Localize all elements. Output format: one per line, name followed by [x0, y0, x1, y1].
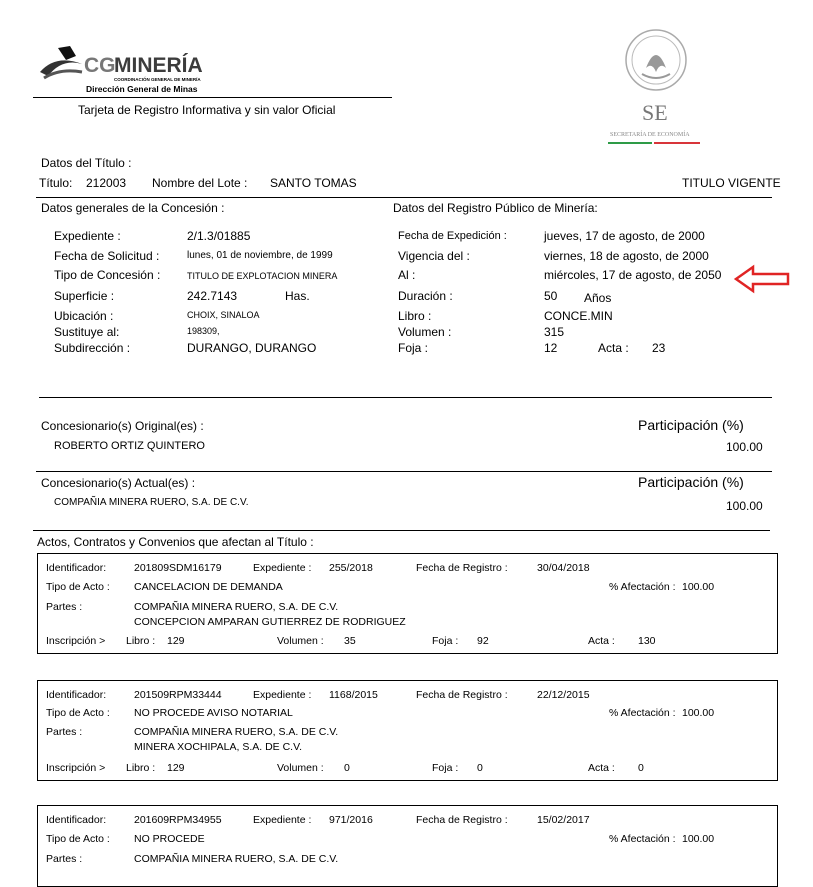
acto-parte: MINERA XOCHIPALA, S.A. DE C.V. [134, 741, 303, 753]
acto-identificador-value: 201509RPM33444 [134, 689, 222, 701]
vigencia-value: viernes, 18 de agosto, de 2000 [544, 249, 709, 263]
fecha-solicitud-value: lunes, 01 de noviembre, de 1999 [187, 250, 333, 261]
acto-partes-label: Partes : [46, 601, 83, 613]
tipo-concesion-value: TITULO DE EXPLOTACION MINERA [187, 271, 338, 281]
acto-fecha-registro-value: 22/12/2015 [537, 689, 590, 701]
acto-parte: CONCEPCION AMPARAN GUTIERREZ DE RODRIGUEZ [134, 616, 406, 628]
actual-pct: 100.00 [726, 499, 763, 513]
superficie-unit: Has. [285, 289, 310, 303]
acta-value: 23 [652, 341, 666, 355]
volumen-label: Volumen : [398, 325, 452, 339]
acto-libro-label: Libro : [126, 762, 156, 774]
lote-value: SANTO TOMAS [270, 176, 357, 190]
logo-mineria: MINERÍA [114, 54, 203, 77]
cgmineria-logo [36, 40, 216, 98]
acto-expediente-value: 255/2018 [329, 562, 373, 574]
acta-label: Acta : [598, 341, 629, 355]
acto-afectacion-value: 100.00 [682, 707, 715, 719]
acto-identificador-value: 201809SDM16179 [134, 562, 222, 574]
acto-parte: COMPAÑIA MINERA RUERO, S.A. DE C.V. [134, 726, 339, 738]
acto-fecha-registro-label: Fecha de Registro : [416, 689, 508, 701]
superficie-label: Superficie : [54, 289, 115, 303]
acto-card [37, 680, 778, 781]
logo-cg: CG [84, 54, 116, 77]
acto-afectacion-value: 100.00 [682, 581, 715, 593]
titulo-status: TITULO VIGENTE [682, 176, 781, 190]
acto-foja-value: 0 [477, 762, 483, 774]
acto-volumen-value: 35 [344, 635, 356, 647]
expedicion-value: jueves, 17 de agosto, de 2000 [544, 229, 705, 243]
acto-parte: COMPAÑIA MINERA RUERO, S.A. DE C.V. [134, 601, 339, 613]
logo-subtitle: COORDINACIÓN GENERAL DE MINERÍA [114, 77, 201, 82]
duracion-label: Duración : [398, 289, 453, 303]
original-pct: 100.00 [726, 440, 763, 454]
acto-acta-value: 0 [638, 762, 644, 774]
acto-inscripcion-label: Inscripción > [46, 635, 106, 647]
acto-tipo-label: Tipo de Acto : [46, 707, 110, 719]
ubicacion-label: Ubicación : [54, 309, 114, 323]
original-participacion: Participación (%) [638, 417, 744, 433]
acto-partes-label: Partes : [46, 853, 83, 865]
acto-identificador-label: Identificador: [46, 562, 107, 574]
acto-expediente-value: 971/2016 [329, 814, 373, 826]
volumen-value: 315 [544, 325, 565, 339]
actual-name: COMPAÑIA MINERA RUERO, S.A. DE C.V. [54, 497, 249, 508]
header-rule [33, 97, 392, 98]
acto-expediente-value: 1168/2015 [329, 689, 378, 701]
acto-fecha-registro-label: Fecha de Registro : [416, 562, 508, 574]
acto-tipo-label: Tipo de Acto : [46, 833, 110, 845]
subdireccion-label: Subdirección : [54, 341, 131, 355]
fecha-solicitud-label: Fecha de Solicitud : [54, 249, 160, 263]
acto-fecha-registro-value: 30/04/2018 [537, 562, 590, 574]
card-caption: Tarjeta de Registro Informativa y sin valor Oficial [78, 103, 336, 117]
acto-volumen-value: 0 [344, 762, 350, 774]
acto-card [37, 553, 778, 654]
acto-expediente-label: Expediente : [253, 562, 312, 574]
expediente-label: Expediente : [54, 229, 121, 243]
acto-partes-label: Partes : [46, 726, 83, 738]
acto-volumen-label: Volumen : [277, 635, 324, 647]
foja-label: Foja : [398, 341, 429, 355]
acto-afectacion-value: 100.00 [682, 833, 715, 845]
acto-fecha-registro-value: 15/02/2017 [537, 814, 590, 826]
vigencia-label: Vigencia del : [398, 249, 470, 263]
acto-fecha-registro-label: Fecha de Registro : [416, 814, 508, 826]
lote-label: Nombre del Lote : [152, 176, 248, 190]
vigencia-al-value: miércoles, 17 de agosto, de 2050 [544, 268, 722, 282]
vigencia-al-label: Al : [398, 268, 416, 282]
concesion-section: Datos generales de la Concesión : [41, 201, 225, 215]
ubicacion-value: CHOIX, SINALOA [187, 310, 260, 320]
original-name: ROBERTO ORTIZ QUINTERO [54, 440, 205, 452]
tipo-concesion-label: Tipo de Concesión : [54, 268, 161, 282]
duracion-value: 50 [544, 289, 558, 303]
se-label: SE [642, 100, 668, 125]
acto-tipo-value: NO PROCEDE [134, 833, 205, 845]
acto-acta-label: Acta : [588, 635, 615, 647]
acto-libro-value: 129 [167, 762, 185, 774]
acto-identificador-label: Identificador: [46, 689, 107, 701]
acto-tipo-value: NO PROCEDE AVISO NOTARIAL [134, 707, 293, 719]
titulo-value: 212003 [86, 176, 127, 190]
acto-expediente-label: Expediente : [253, 814, 312, 826]
acto-identificador-value: 201609RPM34955 [134, 814, 222, 826]
se-seal [606, 28, 702, 150]
original-label: Concesionario(s) Original(es) : [41, 419, 204, 433]
acto-foja-label: Foja : [432, 635, 459, 647]
titulo-label: Título: [39, 176, 73, 190]
acto-libro-value: 129 [167, 635, 185, 647]
acto-libro-label: Libro : [126, 635, 156, 647]
logo-direction: Dirección General de Minas [86, 84, 198, 94]
red-arrow-icon [733, 264, 791, 294]
acto-afectacion-label: % Afectación : [609, 833, 676, 845]
acto-acta-label: Acta : [588, 762, 615, 774]
libro-value: CONCE.MIN [544, 309, 613, 323]
acto-tipo-value: CANCELACION DE DEMANDA [134, 581, 283, 593]
foja-value: 12 [544, 341, 558, 355]
se-green-bar [608, 142, 652, 144]
titulo-rule [36, 197, 772, 198]
eagle-seal-icon [624, 28, 688, 92]
concesion-rule [39, 397, 772, 398]
acto-card [37, 805, 778, 887]
acto-tipo-label: Tipo de Acto : [46, 581, 110, 593]
expediente-value: 2/1.3/01885 [187, 229, 251, 243]
sustituye-value: 198309, [187, 326, 220, 336]
acto-foja-label: Foja : [432, 762, 459, 774]
libro-label: Libro : [398, 309, 432, 323]
acto-foja-value: 92 [477, 635, 489, 647]
acto-volumen-label: Volumen : [277, 762, 324, 774]
titulo-section: Datos del Título : [41, 156, 132, 170]
actual-label: Concesionario(s) Actual(es) : [41, 476, 196, 490]
sustituye-label: Sustituye al: [54, 325, 120, 339]
pickaxe-icon [36, 42, 84, 82]
acto-identificador-label: Identificador: [46, 814, 107, 826]
se-red-bar [654, 142, 700, 144]
acto-afectacion-label: % Afectación : [609, 581, 676, 593]
duracion-unit: Años [584, 291, 612, 305]
actual-rule [33, 530, 770, 531]
superficie-value: 242.7143 [187, 289, 238, 303]
registro-section: Datos del Registro Público de Minería: [393, 201, 598, 215]
acto-acta-value: 130 [638, 635, 656, 647]
se-subtitle: SECRETARÍA DE ECONOMÍA [610, 132, 690, 138]
acto-expediente-label: Expediente : [253, 689, 312, 701]
expedicion-label: Fecha de Expedición : [398, 230, 507, 242]
acto-parte: COMPAÑIA MINERA RUERO, S.A. DE C.V. [134, 853, 339, 865]
subdireccion-value: DURANGO, DURANGO [187, 341, 317, 355]
original-rule [36, 471, 772, 472]
actos-section: Actos, Contratos y Convenios que afectan al Título : [37, 535, 314, 549]
acto-inscripcion-label: Inscripción > [46, 762, 106, 774]
acto-afectacion-label: % Afectación : [609, 707, 676, 719]
actual-participacion: Participación (%) [638, 474, 744, 490]
